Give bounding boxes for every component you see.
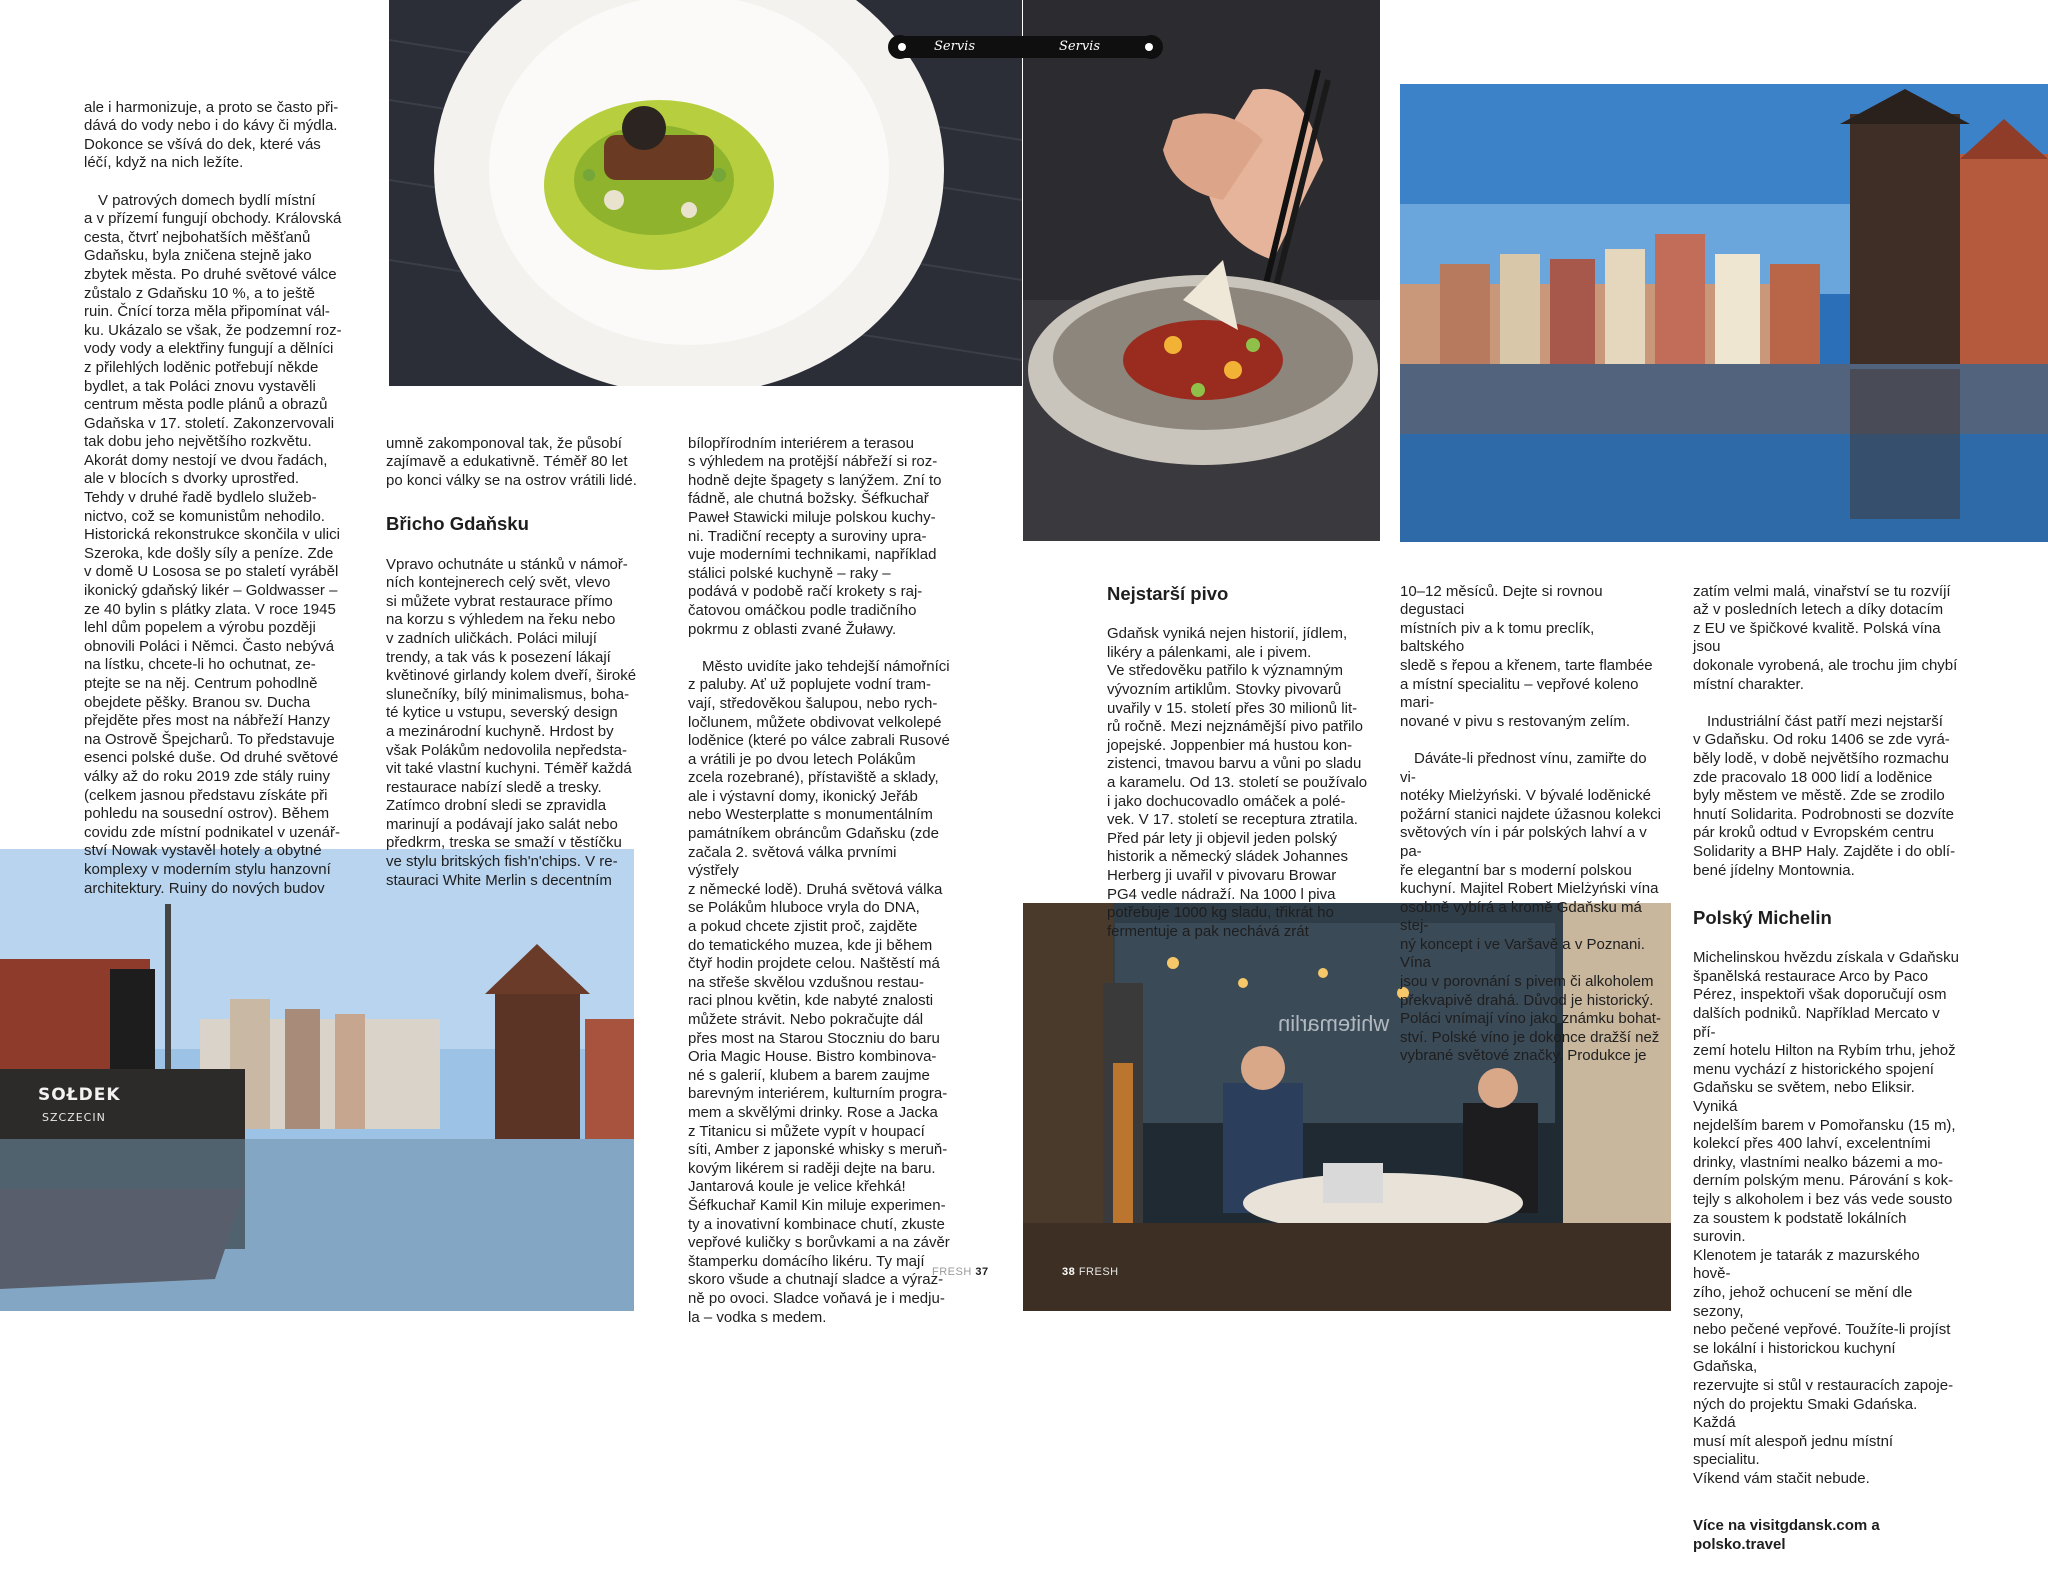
- paragraph: Město uvidíte jako tehdejší námořníci z paluby. Ať už poplujete vodní tram- vají, středověkou šalupou, nebo rych- ločlunem, můžete obdivovat velkolepé loděnice (které po válce zabrali Rusové a vrátili je po dvou letech Polákům zcela rozebrané), přístaviště a sklady, ale i výstavní domy, ikonický Jeřáb nebo Westerplatte s monumentálním památníkem obráncům Gdaňsku (zde začala 2. světová válka prvními výstřely z německé lodě). Druhá světová válka se Polákům hluboce vryla do DNA, a pokud chcete zjistit proč, zajděte do tematického muzea, kde ji během čtyř hodin projdete celou. Naštěstí má na střeše skvělou vzdušnou restau- raci plnou květin, kde nabyté znalosti můžete strávit. Nebo pokračujte dál přes most na Starou Stoczniu do baru Oria Magic House. Bistro kombinova- né s galerií, klubem a barem zaujme barevným interiérem, kulturním progra- mem a skvělými drinky. Rose a Jacka z Titanicu si můžete vypít v houpací síti, Amber z japonské whisky s meruň- kovým likérem si raději dejte na baru. Jantarová koule je velice křehká! Šéfkuchař Kamil Kin miluje experimen- ty a inovativní kombinace chutí, zkuste vepřové kuličky s borůvkami a na závěr štamperku domácího likéru. Ty mají skoro všude a chutnají sladce a výraz- ně po ovoci. Sladce voňavá je i medju- la – vodka s medem.: [688, 657, 950, 1326]
- paragraph: Industriální část patří mezi nejstarší v Gdaňsku. Od roku 1406 se zde vyrá- běly lodě, v době největšího rozmachu zde pracovalo 18 000 lidí a loděnice byly městem ve městě. Zde se zrodilo hnutí Solidarita. Podrobnosti se dozvíte pár kroků odtud v Evropském centru Solidarity a BHP Haly. Zajděte i do oblí- bené jídelny Montownia.: [1693, 712, 1956, 879]
- paragraph: Michelinskou hvězdu získala v Gdaňsku španělská restaurace Arco by Paco Pérez, inspektoři však doporučují osm dalších podniků. Například Mercato v pří- zemí hotelu Hilton na Rybím trhu, jehož menu vychází z historického spojení Gdaňsku se světem, nebo Eliksir. Vyniká nejdelším barem v Pomořansku (15 m), kolekcí přes 400 lahví, excelentními drinky, vlastními nealko bázemi a mo- derním polským menu. Párování s kok- tejly s alkoholem i bez vás vede sousto za soustem k podstatě lokálních surovin. Klenotem je tatarák z mazurského hově- zího, jehož ochucení se mění dle sezony, nebo pečené vepřové. Toužíte-li projíst se lokální i historickou kuchyní Gdaňska, rezervujte si stůl v restauracích zapoje- ných do projektu Smaki Gdańska. Každá musí mít alespoň jednu místní specialitu. Víkend vám stačit nebude.: [1693, 949, 1959, 1487]
- section-label-left: Servis: [934, 39, 975, 54]
- folio-right: [1062, 1266, 1119, 1278]
- paragraph: Dáváte-li přednost vínu, zamiřte do vi- notéky Mielżyński. V bývalé loděnické požární stanici najdete úžasnou kolekci světových vín i pár polských lahví a v pa- ře elegantní bar s moderní polskou kuchyní. Majitel Robert Mielżyński vína osobně vybírá a kromě Gdaňsku má stej- ný koncept i ve Varšavě a v Poznani. Vína jsou v porovnání s pivem či alkoholem překvapivě drahá. Důvod je historický. Poláci vnímají víno jako známku bohat- ství. Polské víno je dokonce dražší než vybrané světové značky. Produkce je: [1400, 749, 1661, 1065]
- paragraph: umně zakomponoval tak, že působí zajímavě a edukativně. Téměř 80 let po konci války se na ostrov vrátili lidé.: [386, 434, 637, 489]
- photo-ship-soldek: [0, 849, 634, 1311]
- section-tab-right: [1023, 30, 1163, 64]
- folio-brand-right: FRESH: [1078, 1266, 1119, 1278]
- page-number-right: 38: [1062, 1266, 1076, 1278]
- paragraph: Gdaňsk vyniká nejen historií, jídlem, likéry a pálenkami, ale i pivem. Ve středověku patřilo k významným vývozním artiklům. Stovky pivovarů uvařily v 15. století přes 30 milionů lit- rů ročně. Mezi nejznámější pivo patřilo jopejské. Joppenbier má hustou kon- zistenci, tmavou barvu a vůni po sladu a karamelu. Od 13. století se používalo i jako dochucovadlo omáček a polé- vek. V 17. století se receptura ztratila. Před pár lety ji objevil jeden polský historik a německý sládek Johannes Herberg ji uvařil v pivovaru Browar PG4 vedle nádraží. Na 1000 l piva potřebuje 1000 kg sladu, třikrát ho fermentuje a pak nechává zrát: [1107, 625, 1368, 940]
- paragraph: V patrových domech bydlí místní a v přízemí fungují obchody. Královská cesta, čtvrť nejbohatších měšťanů Gdaňsku, byla zničena stejně jako zbytek města. Po druhé světové válce zůstalo z Gdaňsku 10 %, a to ještě ruin. Čnící torza měla připomínat vál- ku. Ukázalo se však, že podzemní roz- vody vody a elektřiny fungují a dělníci z přilehlých loděnic potřebují někde bydlet, a tak Poláci znovu vystavěli centrum města podle plánů a obrazů Gdaňska v 17. století. Zakonzervovali tak dobu jeho největšího rozkvětu. Akorát domy nestojí ve dvou řadách, ale v blocích s dvorky uprostřed. Tehdy v druhé řadě bydlelo služeb- nictvo, což se komunistům nehodilo. Historická rekonstrukce skončila v ulici Szeroka, kde došly síly a peníze. Zde v domě U Lososa se po staletí vyráběl ikonický gdaňský likér – Goldwasser – ze 40 bylin s plátky zlata. V roce 1945 lehl dům popelem a výrobu později obnovili Poláci i Němci. Často nebývá na lístku, chcete-li ho ochutnat, ze- ptejte se na něj. Centrum pohodlně obejdete pěšky. Branou sv. Ducha přejděte přes most na nábřeží Hanzy na Ostrově Špejcharů. To představuje esenci polské duše. Od druhé světové války až do roku 2019 zde stály ruiny (celkem jasnou představu získáte při pohledu na sousední ostrov). Během covidu zde místní podnikatel v uzenář- ství Nowak vystavěl hotely a obytné komplexy v moderním stylu hanzovní architektury. Ruiny do nových budov: [84, 191, 342, 897]
- ship-port-label: SZCZECIN: [42, 1111, 106, 1124]
- section-heading-nejstarsi-pivo: Nejstarší pivo: [1107, 582, 1229, 604]
- section-heading-polsky-michelin: Polský Michelin: [1693, 906, 1832, 928]
- paragraph: zatím velmi malá, vinařství se tu rozvíjí až v posledních letech a díky dotacím z EU ve špičkové kvalitě. Polská vína jsou dokonale vyrobená, ale trochu jim chybí místní charakter.: [1693, 582, 1958, 693]
- text-column-4: [1107, 560, 1369, 960]
- section-label-right: Servis: [1059, 39, 1100, 54]
- window-sign-text: whitemarlin: [1278, 1011, 1390, 1036]
- text-column-6: [1693, 564, 1961, 1573]
- website-link[interactable]: Více na visitgdansk.com a polsko.travel: [1693, 1517, 1880, 1553]
- text-column-1: [84, 80, 346, 917]
- photo-chef-plating: [1023, 0, 1380, 541]
- folio-brand-left: FRESH: [932, 1266, 972, 1278]
- text-column-5: [1400, 564, 1662, 1085]
- section-tab-left: [888, 30, 1028, 64]
- paragraph: ale i harmonizuje, a proto se často při- dává do vody nebo i do kávy či mýdla. Dokonce se všívá do dek, které vás léčí, když na nich ležíte.: [84, 98, 339, 172]
- text-column-3: [688, 416, 950, 1346]
- ship-name-label: SOŁDEK: [38, 1085, 121, 1105]
- paragraph: Vpravo ochutnáte u stánků v námoř- ních kontejnerech celý svět, vlevo si můžete vybrat restaurace přímo na korzu s výhledem na řeku nebo v zadních uličkách. Poláci milují trendy, a tak vás k posezení lákají květinové girlandy kolem dveří, široké slunečníky, bílý minimalismus, boha- té kytice u vstupu, severský design a mezinárodní kuchyně. Hrdost by však Polákům nedovolila nepředsta- vit také vlastní kuchyni. Téměř každá restaurace nabízí sledě a tresky. Zatímco drobní sledi se zpravidla marinují a podávají jako salát nebo předkrm, treska se smaží v těstíčku ve stylu britských fish'n'chips. V re- stauraci White Merlin s decentním: [386, 555, 637, 889]
- photo-gdansk-crane-riverfront: [1400, 84, 2048, 542]
- page-number-left: 37: [975, 1266, 989, 1278]
- paragraph: 10–12 měsíců. Dejte si rovnou degustaci místních piv a k tomu preclík, baltského sledě s řepou a křenem, tarte flambée a místní specialitu – vepřové koleno mari- nované v pivu s restovaným zelím.: [1400, 582, 1653, 730]
- text-column-2: [386, 416, 646, 909]
- paragraph: bílopřírodním interiérem a terasou s výhledem na protější nábřeží si roz- hodně dejte špagety s lanýžem. Zní to fádně, ale chutná božsky. Šéfkuchař Paweł Stawicki miluje polskou kuchy- ni. Tradiční recepty a suroviny upra- vuje moderními technikami, například stálici polské kuchyně – raky – podává v podobě račí krokety s raj- čatovou omáčkou podle tradičního pokrmu z oblasti zvané Žuławy.: [688, 434, 942, 638]
- folio-left: [932, 1266, 989, 1278]
- section-heading-bricho-gdanska: Břicho Gdaňsku: [386, 512, 529, 534]
